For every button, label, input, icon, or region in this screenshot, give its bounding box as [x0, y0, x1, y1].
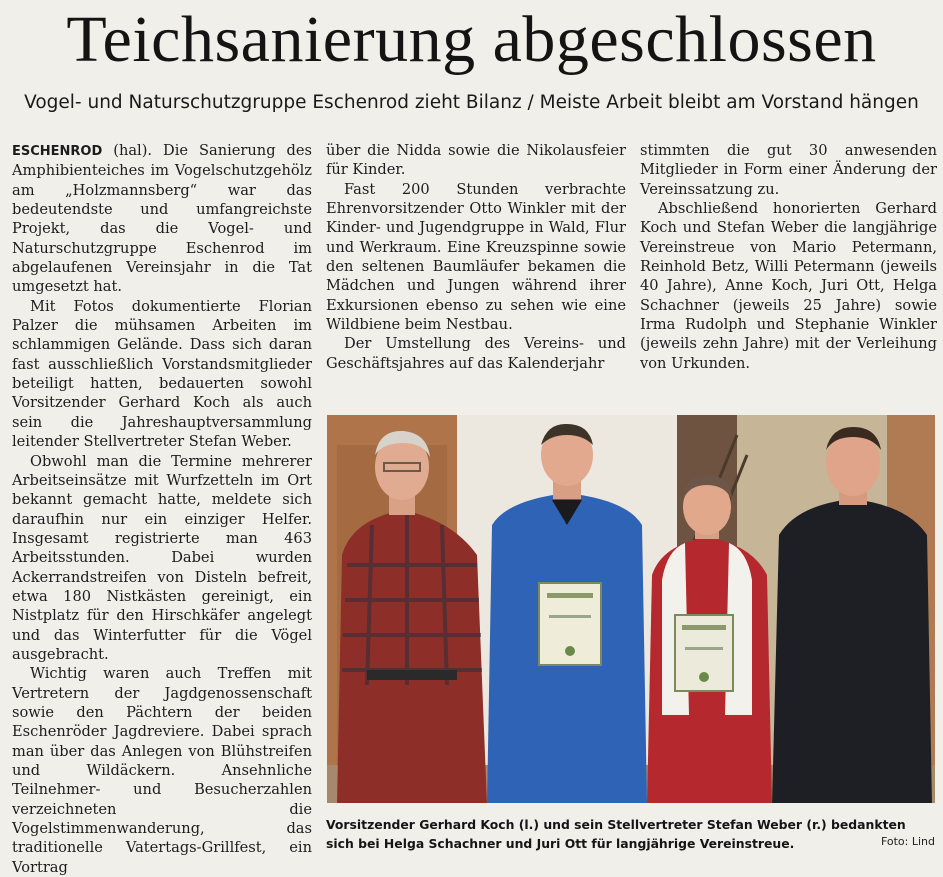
paragraph-9: Abschließend honorierten Gerhard Koch und Stefan Weber die langjährige Vereinstreue von Mario Petermann, Reinhold Betz, Willi Petermann (jeweils 40 Jahre), Anne Koch, Juri Ott, Helga Schachner (jeweils 25 Jahre) sowie Irma Rudolph und Stephanie Winkler (jeweils zehn Jahre) mit der Verleihung von Urkunden. — [640, 200, 937, 372]
paragraph-1-text: (hal). Die Sanierung des Amphibienteiches im Vogelschutzgehölz am „Holzmannsberg“ war das bedeutendste und umfangreichste Projekt, das die Vogel- und Naturschutzgruppe Eschenrod im abgelaufenen Vereinsjahr in die Tat umgesetzt hat. — [12, 142, 312, 296]
paragraph-5: über die Nidda sowie die Nikolausfeier für Kinder. — [326, 142, 626, 179]
paragraph-6: Fast 200 Stunden verbrachte Ehrenvorsitzender Otto Winkler mit der Kinder- und Jugendgruppe in Wald, Flur und Werkraum. Eine Kreuzspinne sowie den seltenen Baumläufer bekamen die Mädchen und Jungen während ihrer Exkursionen ebenso zu sehen wie eine Wildbiene beim Nestbau. — [326, 180, 626, 334]
photo-caption — [326, 815, 938, 853]
paragraph-7: Der Umstellung des Vereins- und Geschäftsjahres auf das Kalenderjahr — [326, 335, 626, 372]
photo-credit: Foto: Lind — [880, 835, 935, 848]
paragraph-2: Mit Fotos dokumentierte Florian Palzer die mühsamen Arbeiten im schlammigen Gelände. Dass sich daran fast ausschließlich Vorstandsmitglieder beteiligt hatten, bedauerten sowohl Vorsitzender Gerhard Koch als auch sein die Jahreshauptversammlung leitender Stellvertreter Stefan Weber. — [12, 297, 312, 451]
paragraph-8: stimmten die gut 30 anwesenden Mitglieder in Form einer Änderung der Vereinssatzung zu. — [640, 142, 937, 198]
paragraph-3: Obwohl man die Termine mehrerer Arbeitseinsätze mit Wurfzetteln im Ort bekannt gemacht hatte, meldete sich daraufhin nur ein einziger Helfer. Insgesamt registrierte man 463 Arbeitsstunden. Dabei wurden Ackerrandstreifen von Disteln befreit, etwa 180 Nistkästen gereinigt, ein Nistplatz für den Hirschkäfer angelegt und das Winterfutter für die Vögel ausgebracht. — [12, 452, 312, 663]
subheadline: Vogel- und Naturschutzgruppe Eschenrod zieht Bilanz / Meiste Arbeit bleibt am Vorstand hängen — [24, 92, 919, 113]
headline: Teichsanierung abgeschlossen — [66, 3, 877, 76]
caption-line-1: Vorsitzender Gerhard Koch (l.) und sein Stellvertreter Stefan Weber (r.) bedankten — [326, 817, 906, 832]
article-column-2 — [326, 141, 626, 373]
group-photo — [327, 415, 935, 803]
caption-line-2: sich bei Helga Schachner und Juri Ott für langjährige Vereinstreue. — [326, 836, 795, 851]
paragraph-1 — [12, 141, 312, 297]
dateline: ESCHENROD — [12, 144, 103, 159]
article-column-3 — [640, 141, 937, 373]
article-column-1 — [12, 141, 312, 877]
paragraph-4: Wichtig waren auch Treffen mit Vertretern der Jagdgenossenschaft sowie den Pächtern der beiden Eschenröder Jagdreviere. Dabei sprach man über das Anlegen von Blühstreifen und Wildäckern. Ansehnliche Teilnehmer- und Besucherzahlen verzeichneten die Vogelstimmenwanderung, das traditionelle Vatertags-Grillfest, ein Vortrag — [12, 665, 312, 876]
